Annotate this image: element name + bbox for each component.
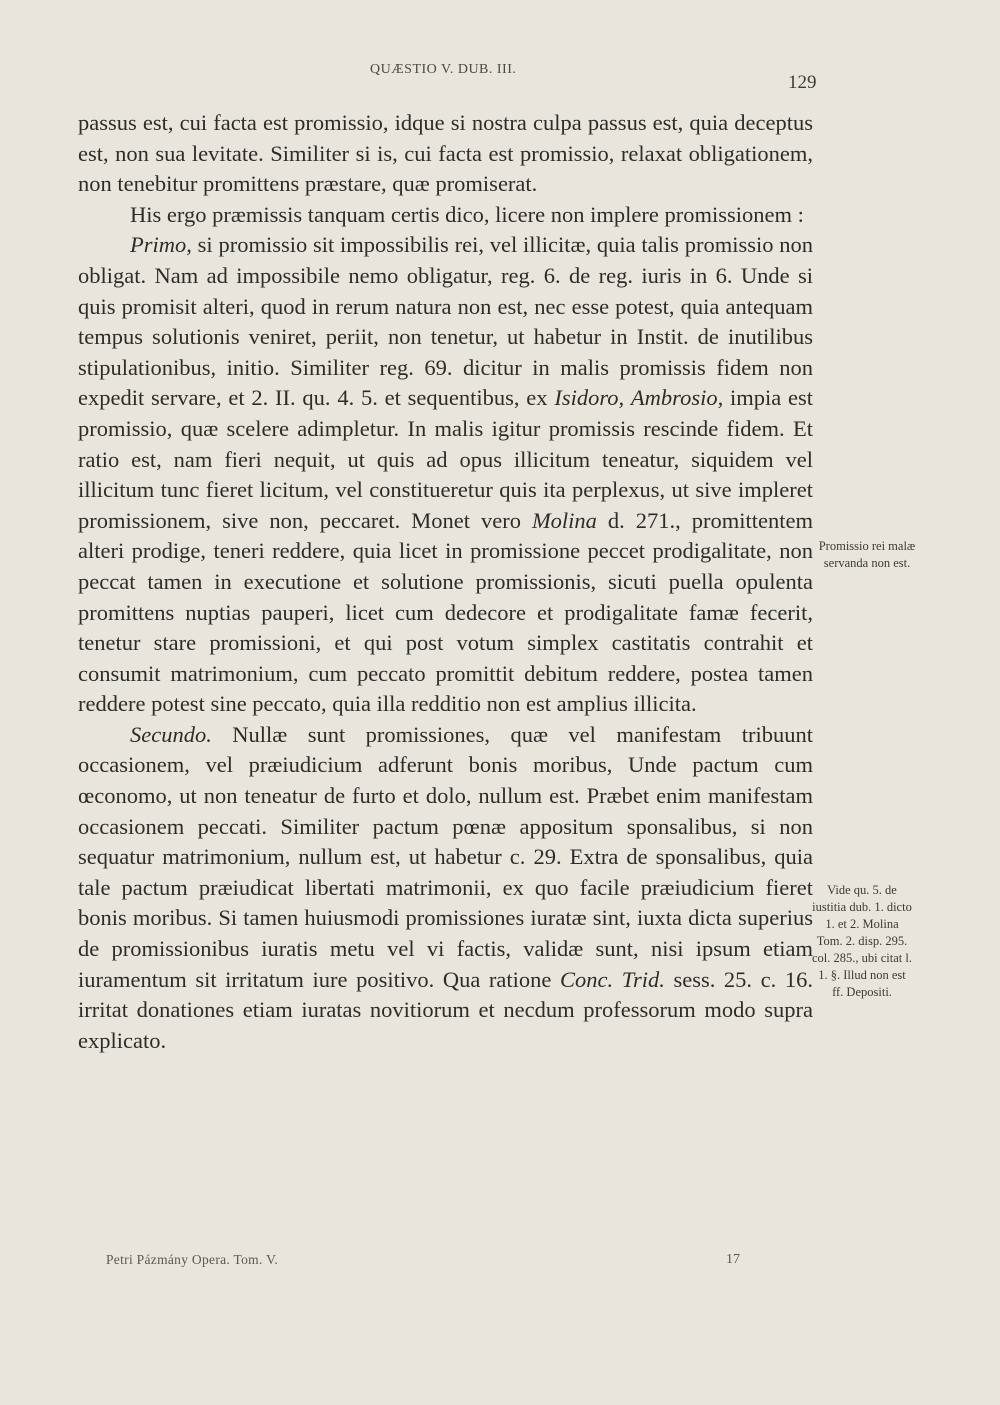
running-head: QUÆSTIO V. DUB. III. — [370, 62, 517, 77]
ref-isidoro: Isidoro, — [554, 385, 625, 411]
page-number: 129 — [788, 72, 817, 93]
paragraph-2: His ergo præmissis tanquam certis dico, licere non implere promissionem : — [130, 201, 804, 227]
main-text — [78, 108, 813, 1056]
paragraph-3-text-c: impia est promissio, quæ scelere adimpletur. In malis igitur promissis rescinde fidem. Et ratio est, nam fieri nequit, ut quis ad opus illicitum teneatur, siquidem vel illicitum tunc fieret licitum, vel constitueretur quis ita perplexus, ut sive impleret promissionem, sive non, peccaret. Monet vero — [78, 385, 813, 533]
paragraph-3-text-a: si promissio sit impossibilis rei, vel illicitæ, quia talis promissio non obligat. Nam ad impossibile nemo obligatur, reg. 6. de reg. iuris in 6. Unde si quis promisit alteri, quod in rerum natura non est, nec esse potest, quia antequam tempus solutionis veniret, periit, non tenetur, ut habetur in Instit. de inutilibus stipulationibus, initio. Similiter reg. 69. dicitur in malis promissis fidem non expedit servare, et 2. II. qu. 4. 5. et sequentibus, ex — [78, 232, 813, 411]
paragraph-4-text-a: Nullæ sunt promissiones, quæ vel manifestam tribuunt occasionem, vel præiudicium adferunt bonis moribus, Unde pactum cum œconomo, ut non teneatur de furto et dolo, nullum est. Præbet enim manifestam occasionem peccati. Similiter pactum pœnæ appositum sponsalibus, si non sequatur matrimonium, nullum est, ut habetur c. 29. Extra de sponsalibus, quia tale pactum præiudicat libertati matrimonii, ex quo facile præiudicium fieret bonis moribus. Si tamen huiusmodi promissiones iuratæ sint, iuxta dicta superius de promissionibus iuratis metu vel vi factis, validæ sunt, nisi ipsum etiam iuramentum sit irritatum iure positivo. Qua ratione — [78, 721, 813, 992]
ref-molina: Molina — [531, 507, 597, 533]
paragraph-3 — [78, 230, 813, 720]
footer-signature: Petri Pázmány Opera. Tom. V. — [106, 1252, 279, 1267]
secundo-lead: Secundo. — [130, 721, 212, 747]
margin-note-1: Promissio rei malæ servanda non est. — [818, 539, 916, 570]
ref-conc-trid: Conc. Trid. — [559, 966, 665, 992]
primo-lead: Primo, — [130, 232, 192, 258]
ref-ambrosio: Ambrosio, — [630, 385, 724, 411]
paragraph-4 — [78, 720, 813, 1057]
paragraph-3-text-d: d. 271., promittentem alteri prodige, teneri reddere, quia licet in promissione peccet prodigalitate, non peccat tamen in executione et solutione promissionis, sicuti puella opulenta promittens nuptias pauperi, licet cum dedecore et prodigalitate famæ fecerit, tenetur stare promissioni, et qui post votum simplex castitatis contrahit et consumit matrimonium, cum peccato promittit debitum reddere, postea tamen reddere potest sine peccato, quia illa redditio non est amplius illicita. — [78, 507, 813, 717]
paragraph-4-text-b: sess. 25. c. 16. irritat donationes etiam iuratas novitiorum et necdum professorum modo supra explicato. — [78, 966, 813, 1053]
margin-note-2: Vide qu. 5. de iustitia dub. 1. dicto 1. et 2. Molina Tom. 2. disp. 295. col. 285., ubi citat l. 1. §. Illud non est ff. Depositi. — [812, 883, 912, 999]
paragraph-1: passus est, cui facta est promissio, idque si nostra culpa passus est, quia deceptus est, non sua levitate. Similiter si is, cui facta est promissio, relaxat obligationem, non tenebitur promittens præstare, quæ promiserat. — [78, 110, 813, 197]
paragraph-3-text-b — [624, 385, 631, 410]
footer-sheet-number: 17 — [726, 1252, 740, 1267]
